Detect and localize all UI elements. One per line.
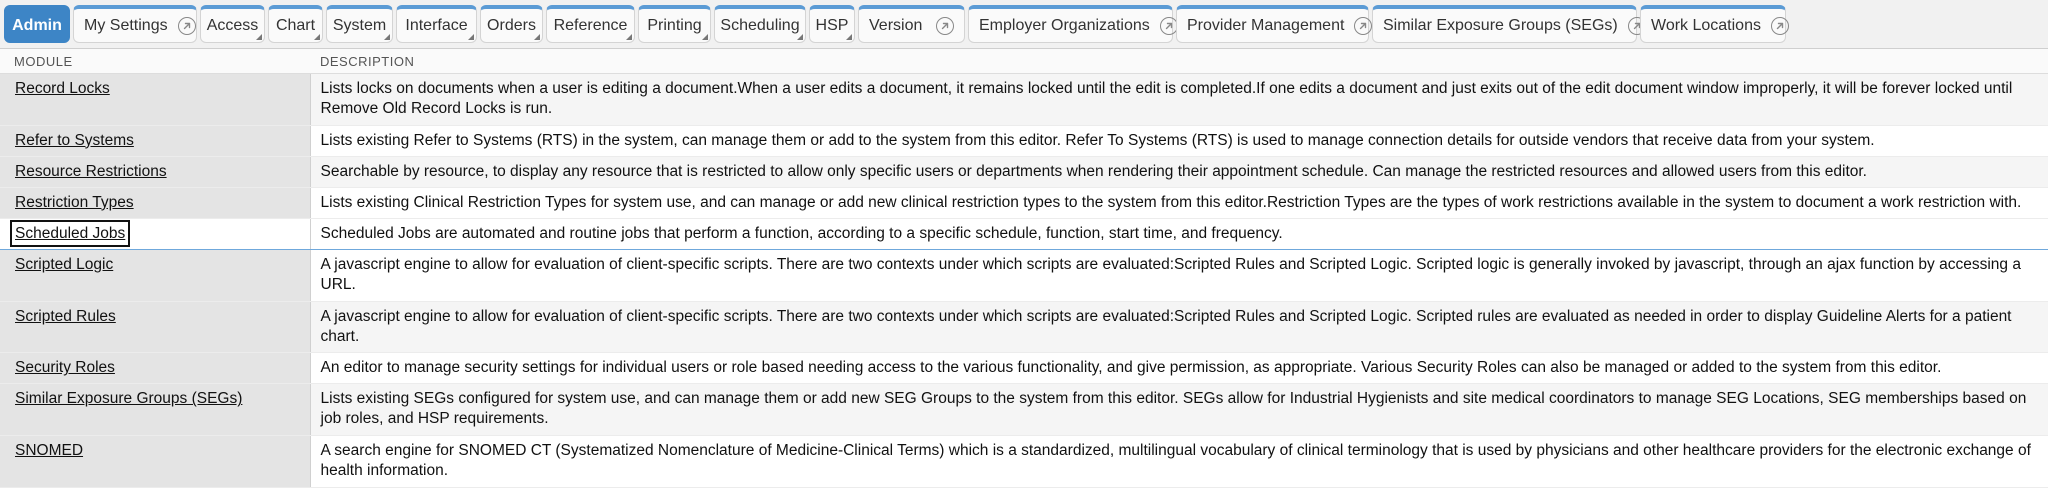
tab-label: Access (206, 16, 259, 34)
description-cell: An editor to manage security settings for individual users or role based needing access to the various functionality, and give permission, as appropriate. Various Security Roles can also be managed or added to the system from this editor. (310, 353, 2048, 384)
table-row[interactable] (0, 384, 2048, 436)
table-row[interactable] (0, 353, 2048, 384)
description-cell: Lists existing SEGs configured for system use, and can manage them or add new SEG Groups to the system from this editor. SEGs allow for Industrial Hygienists and site medical coordinators to manage SEG Locations, SEG memberships based on job roles, and HSP requirements. (310, 384, 2048, 436)
table-row[interactable] (0, 156, 2048, 187)
column-header-description: DESCRIPTION (310, 49, 2048, 74)
tab-provider-management[interactable] (1176, 5, 1369, 43)
table-row[interactable] (0, 436, 2048, 488)
table-row[interactable] (0, 74, 2048, 126)
tab-my-settings[interactable] (73, 5, 197, 43)
module-cell (0, 187, 310, 218)
description-cell: Searchable by resource, to display any resource that is restricted to allow only specific users or departments when rendering their appointment schedule. Can manage the restricted resources and allowed users from this editor. (310, 156, 2048, 187)
table-row[interactable] (0, 218, 2048, 249)
module-link[interactable]: Security Roles (15, 359, 115, 377)
module-table (0, 49, 2048, 488)
module-cell (0, 436, 310, 488)
module-link[interactable]: SNOMED (15, 442, 84, 460)
module-cell (0, 125, 310, 156)
table-row[interactable] (0, 249, 2048, 301)
module-link[interactable]: Resource Restrictions (15, 162, 167, 180)
column-header-module: MODULE (0, 49, 310, 74)
tab-version[interactable] (858, 5, 965, 43)
external-link-icon[interactable] (178, 17, 196, 35)
module-link[interactable]: Similar Exposure Groups (SEGs) (15, 390, 243, 408)
module-cell (0, 384, 310, 436)
module-link[interactable]: Record Locks (15, 80, 110, 97)
tab-work-locations[interactable] (1640, 5, 1786, 43)
tab-employer-organizations[interactable] (968, 5, 1173, 43)
tab-strip (4, 5, 1789, 43)
module-cell (0, 249, 310, 301)
tab-label: Printing (647, 16, 702, 34)
description-cell: A javascript engine to allow for evaluation of client-specific scripts. There are two contexts under which scripts are evaluated:Scripted Rules and Scripted Logic. Scripted logic is generally invoked by javascript, through an ajax function by accessing a URL. (310, 249, 2048, 301)
tab-label: Version (869, 16, 923, 34)
tab-admin[interactable] (4, 5, 70, 43)
module-cell (0, 218, 310, 249)
module-link[interactable]: Refer to Systems (15, 131, 134, 149)
table-row[interactable] (0, 187, 2048, 218)
tab-label: Chart (275, 16, 316, 34)
tab-chart[interactable] (268, 5, 323, 43)
description-cell: A search engine for SNOMED CT (Systematized Nomenclature of Medicine-Clinical Terms) which is a standardized, multilingual vocabulary of clinical terminology that is used by physicians and other healthcare providers for the electronic exchange of health information. (310, 436, 2048, 488)
module-cell (0, 301, 310, 353)
tab-label: Similar Exposure Groups (SEGs) (1383, 16, 1618, 34)
tab-orders[interactable] (480, 5, 543, 43)
module-link[interactable]: Scripted Rules (15, 307, 116, 325)
tab-scheduling[interactable] (714, 5, 806, 43)
tab-system[interactable] (326, 5, 393, 43)
tab-printing[interactable] (638, 5, 711, 43)
tab-label: Provider Management (1187, 16, 1345, 34)
description-cell: A javascript engine to allow for evaluation of client-specific scripts. There are two contexts under which scripts are evaluated:Scripted Rules and Scripted Logic. Scripted rules are evaluated as needed in order to display Guideline Alerts for a patient chart. (310, 301, 2048, 353)
tab-label: Scheduling (720, 16, 800, 34)
description-cell: Lists locks on documents when a user is editing a document.When a user edits a document, it remains locked until the edit is completed.If one edits a document and just exits out of the edit document window improperly, it will be forever locked until Remove Old Record Locks is run. (310, 74, 2048, 126)
module-cell (0, 353, 310, 384)
tab-label: Employer Organizations (979, 16, 1150, 34)
top-navigation-bar (0, 0, 2048, 49)
tab-access[interactable] (200, 5, 265, 43)
description-cell: Scheduled Jobs are automated and routine jobs that perform a function, according to a specific schedule, function, start time, and frequency. (310, 218, 2048, 249)
tab-label: Work Locations (1651, 16, 1761, 34)
description-cell: Lists existing Clinical Restriction Types for system use, and can manage or add new clinical restriction types to the system from this editor.Restriction Types are the types of work restrictions available in the system to document a work restriction with. (310, 187, 2048, 218)
module-cell (0, 156, 310, 187)
external-link-icon[interactable] (1771, 17, 1789, 35)
tab-label: HSP (815, 16, 849, 34)
tab-label: Orders (487, 16, 536, 34)
external-link-icon[interactable] (936, 17, 954, 35)
module-link[interactable]: Scripted Logic (15, 255, 114, 273)
description-cell: Lists existing Refer to Systems (RTS) in the system, can manage them or add to the system from this editor. Refer To Systems (RTS) is used to manage connection details for outside vendors that receive data from your system. (310, 125, 2048, 156)
tab-label: Admin (12, 16, 62, 34)
tab-label: Reference (553, 16, 628, 34)
module-link[interactable]: Scheduled Jobs (15, 224, 126, 242)
tab-label: Interface (405, 16, 468, 34)
tab-hsp[interactable] (809, 5, 855, 43)
tab-reference[interactable] (546, 5, 635, 43)
table-header-row (0, 49, 2048, 74)
tab-label: System (332, 16, 387, 34)
table-row[interactable] (0, 301, 2048, 353)
table-row[interactable] (0, 125, 2048, 156)
module-link[interactable]: Restriction Types (15, 193, 134, 211)
external-link-icon[interactable] (1354, 17, 1372, 35)
module-cell (0, 74, 310, 126)
tab-segs[interactable] (1372, 5, 1637, 43)
tab-label: My Settings (84, 16, 168, 34)
tab-interface[interactable] (396, 5, 477, 43)
